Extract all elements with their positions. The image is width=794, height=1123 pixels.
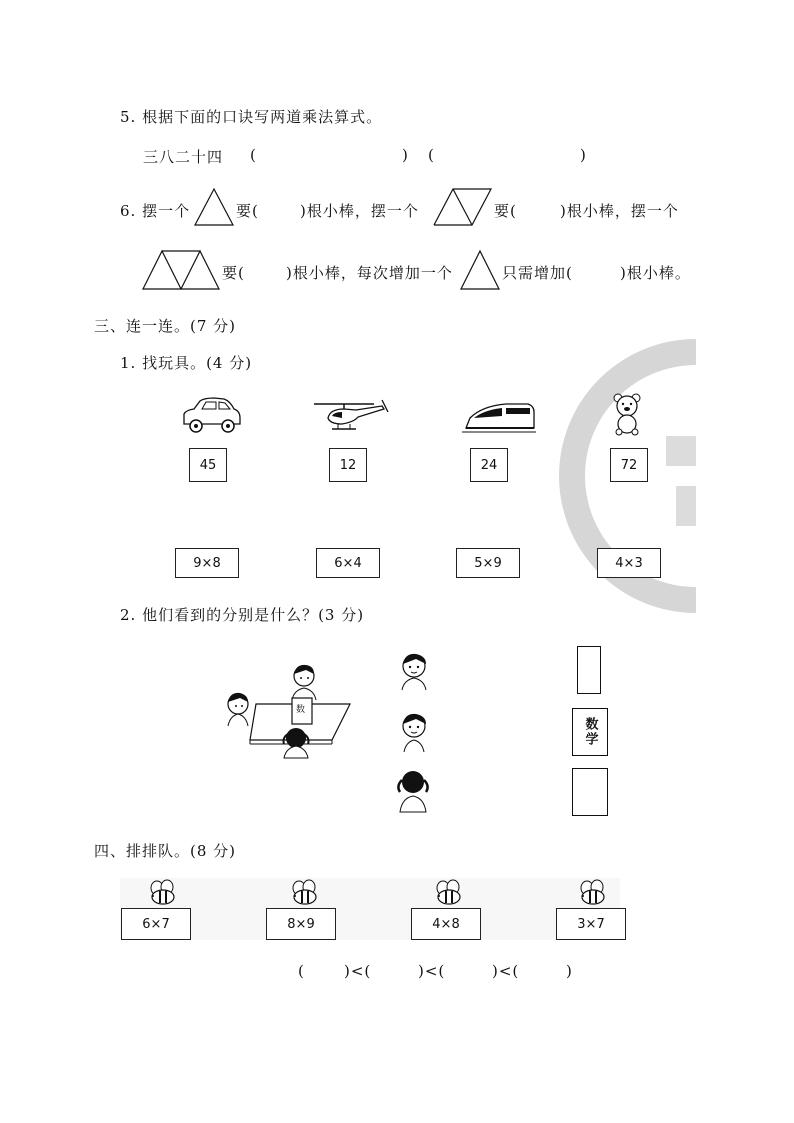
section-3-q2-title: 2. 他们看到的分别是什么？(3 分) — [120, 606, 365, 624]
question-6-part5: 要( — [222, 264, 245, 282]
answer-blank-1[interactable] — [262, 142, 398, 164]
answer-blank-2-close: ) — [580, 146, 587, 164]
answer-blank-2[interactable] — [440, 142, 576, 164]
section-4-title: 四、排排队。(8 分) — [94, 842, 237, 860]
bee-icon — [148, 878, 178, 906]
bee-icon — [578, 878, 608, 906]
section-3-title: 三、连一连。(7 分) — [94, 317, 237, 335]
order-paren-0: ( — [298, 962, 305, 980]
two-triangles-icon — [433, 188, 493, 226]
bee-icon — [434, 878, 464, 906]
question-6-part7: 只需增加( — [502, 264, 573, 282]
rank-expression-box[interactable]: 3×7 — [556, 908, 626, 940]
kids-around-table-illustration — [222, 660, 362, 760]
rank-expression-box[interactable]: 8×9 — [266, 908, 336, 940]
question-6-part1: 要( — [236, 202, 259, 220]
cover-view-card[interactable] — [572, 708, 608, 756]
expression-box[interactable]: 9×8 — [175, 548, 239, 578]
girl-back-view-icon — [392, 768, 434, 812]
order-blank-1[interactable] — [310, 958, 340, 980]
boy-front-view-icon — [396, 650, 432, 690]
three-triangles-icon — [142, 250, 220, 290]
single-triangle-icon — [194, 188, 234, 226]
question-6-part6: )根小棒，每次增加一个 — [286, 264, 453, 282]
back-view-card[interactable] — [572, 768, 608, 816]
question-5-text: 5. 根据下面的口诀写两道乘法算式。 — [120, 108, 383, 126]
question-6-part8: )根小棒。 — [620, 264, 691, 282]
bee-row-background — [120, 878, 620, 940]
expression-box[interactable]: 4×3 — [597, 548, 661, 578]
added-triangle-icon — [460, 250, 500, 290]
car-icon — [180, 396, 242, 434]
order-blank-4[interactable] — [528, 958, 562, 980]
answer-blank-2-open: ( — [428, 146, 435, 164]
expression-box[interactable]: 6×4 — [316, 548, 380, 578]
teddy-bear-icon — [610, 392, 644, 436]
helicopter-icon — [312, 396, 392, 434]
question-6-part4: )根小棒，摆一个 — [560, 202, 679, 220]
question-6-part3: 要( — [494, 202, 517, 220]
order-paren-2: )<( — [418, 962, 446, 980]
order-blank-2[interactable] — [380, 958, 414, 980]
toy-value-box[interactable]: 45 — [189, 448, 227, 482]
bee-icon — [290, 878, 320, 906]
order-paren-3: )<( — [492, 962, 520, 980]
order-paren-4: ) — [566, 962, 573, 980]
koujue-text: 三八二十四 — [143, 148, 224, 166]
order-blank-3[interactable] — [454, 958, 488, 980]
spine-view-card[interactable] — [577, 646, 601, 694]
order-paren-1: )<( — [344, 962, 372, 980]
toy-value-box[interactable]: 12 — [329, 448, 367, 482]
boy-side-view-icon — [396, 710, 432, 752]
expression-box[interactable]: 5×9 — [456, 548, 520, 578]
rank-expression-box[interactable]: 6×7 — [121, 908, 191, 940]
rank-expression-box[interactable]: 4×8 — [411, 908, 481, 940]
cover-title: 数学 — [582, 717, 598, 747]
answer-blank-1-close: ) — [402, 146, 409, 164]
toy-value-box[interactable]: 24 — [470, 448, 508, 482]
book-label: 数 — [296, 705, 306, 715]
train-icon — [462, 398, 536, 434]
toy-value-box[interactable]: 72 — [610, 448, 648, 482]
question-6-part2: )根小棒，摆一个 — [300, 202, 419, 220]
answer-blank-1-open: ( — [250, 146, 257, 164]
question-6-prefix: 6. 摆一个 — [120, 202, 191, 220]
section-3-q1-title: 1. 找玩具。(4 分) — [120, 354, 253, 372]
